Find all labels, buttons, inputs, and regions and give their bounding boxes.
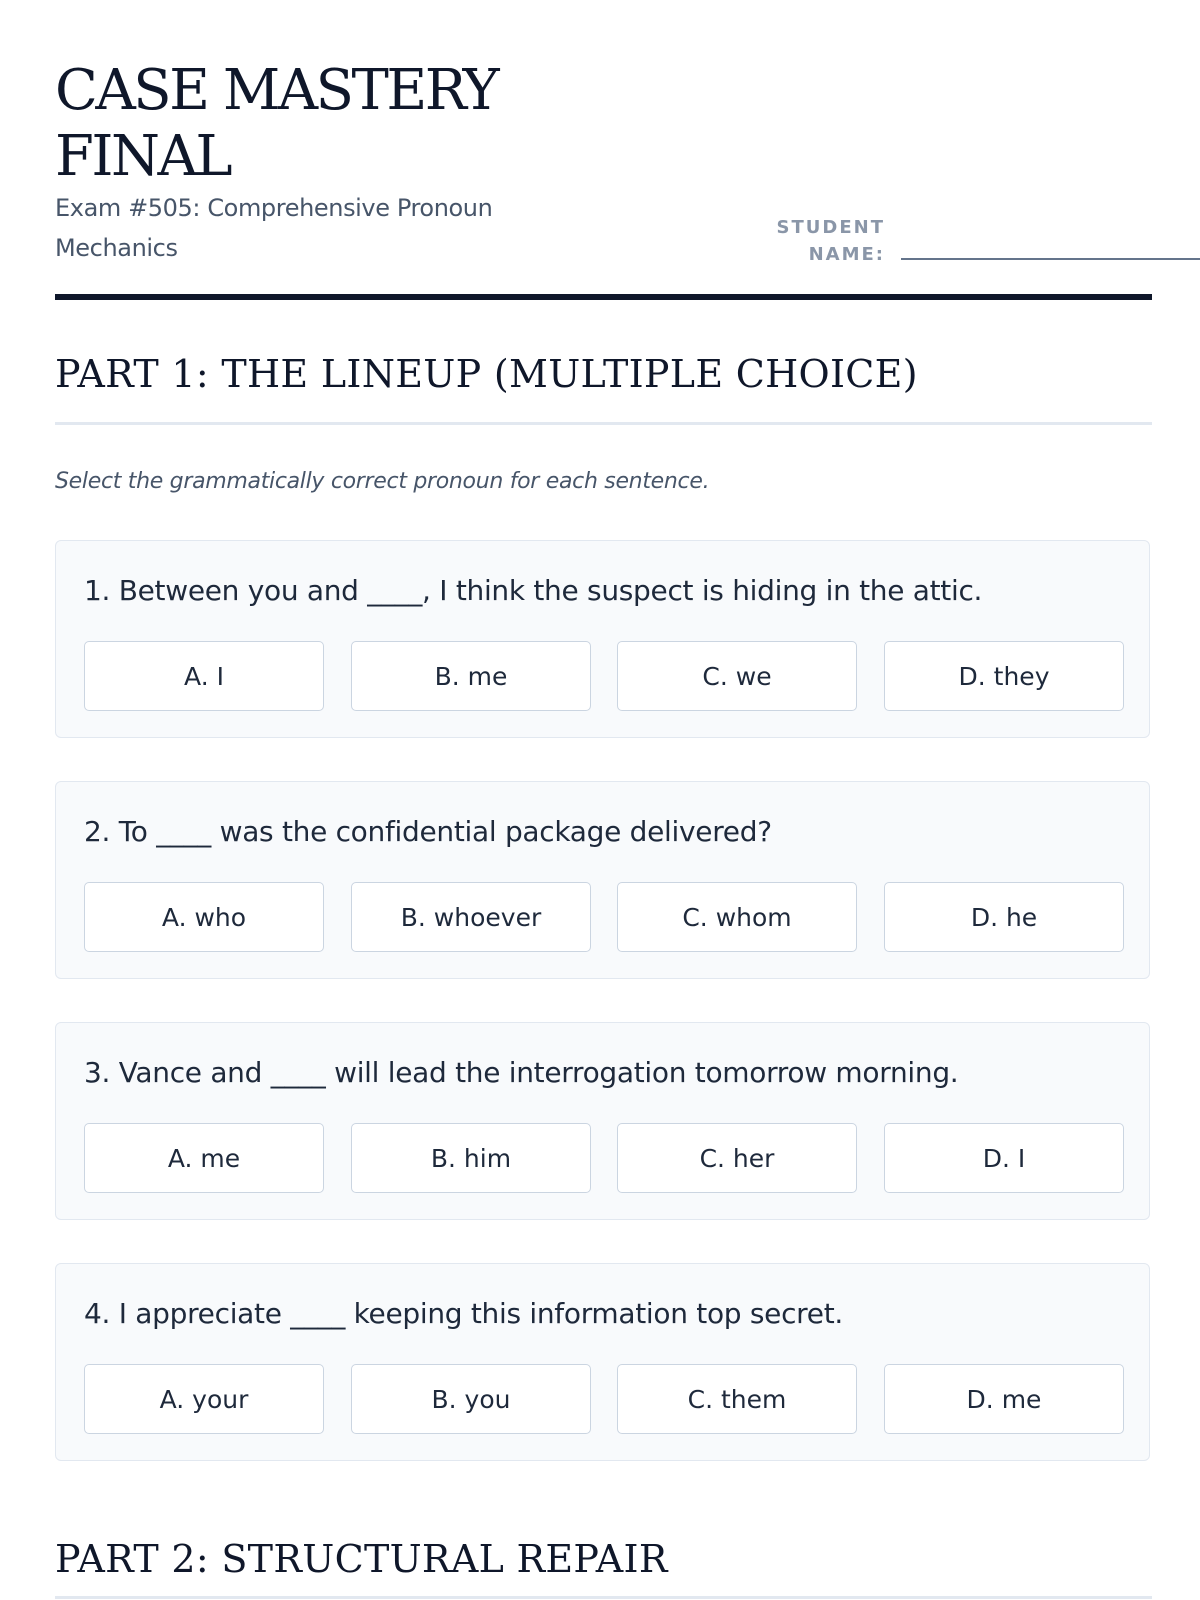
option-d-button[interactable]: D. I bbox=[884, 1123, 1124, 1193]
option-c-button[interactable]: C. whom bbox=[617, 882, 857, 952]
option-b-button[interactable]: B. me bbox=[351, 641, 591, 711]
exam-page bbox=[55, 0, 1152, 1581]
option-a-button[interactable]: A. your bbox=[84, 1364, 324, 1434]
option-d-button[interactable]: D. they bbox=[884, 641, 1124, 711]
option-b-button[interactable]: B. you bbox=[351, 1364, 591, 1434]
option-b-button[interactable]: B. whoever bbox=[351, 882, 591, 952]
question-text: 1. Between you and ____, I think the suspect is hiding in the attic. bbox=[84, 574, 983, 607]
option-c-button[interactable]: C. we bbox=[617, 641, 857, 711]
question-card-4 bbox=[55, 1263, 1150, 1461]
part1-divider bbox=[55, 422, 1152, 425]
option-c-button[interactable]: C. her bbox=[617, 1123, 857, 1193]
question-card-2 bbox=[55, 781, 1150, 979]
header-divider bbox=[55, 294, 1152, 300]
question-text: 3. Vance and ____ will lead the interrogation tomorrow morning. bbox=[84, 1056, 959, 1089]
part1-instructions: Select the grammatically correct pronoun for each sentence. bbox=[55, 469, 710, 494]
question-text: 4. I appreciate ____ keeping this information top secret. bbox=[84, 1297, 843, 1330]
student-name-label: STUDENT NAME: bbox=[776, 217, 885, 265]
exam-title: CASE MASTERY FINAL bbox=[55, 58, 498, 189]
student-name-field[interactable] bbox=[901, 258, 1200, 260]
exam-subtitle: Exam #505: Comprehensive Pronoun Mechanics bbox=[55, 194, 493, 262]
option-a-button[interactable]: A. who bbox=[84, 882, 324, 952]
part2-title: PART 2: STRUCTURAL REPAIR bbox=[55, 1537, 668, 1581]
option-a-button[interactable]: A. I bbox=[84, 641, 324, 711]
option-c-button[interactable]: C. them bbox=[617, 1364, 857, 1434]
question-card-1 bbox=[55, 540, 1150, 738]
exam-header bbox=[55, 0, 1152, 300]
option-d-button[interactable]: D. he bbox=[884, 882, 1124, 952]
option-b-button[interactable]: B. him bbox=[351, 1123, 591, 1193]
option-d-button[interactable]: D. me bbox=[884, 1364, 1124, 1434]
part2-divider bbox=[55, 1596, 1152, 1599]
question-text: 2. To ____ was the confidential package delivered? bbox=[84, 815, 772, 848]
option-a-button[interactable]: A. me bbox=[84, 1123, 324, 1193]
part1-title: PART 1: THE LINEUP (MULTIPLE CHOICE) bbox=[55, 352, 918, 396]
question-card-3 bbox=[55, 1022, 1150, 1220]
